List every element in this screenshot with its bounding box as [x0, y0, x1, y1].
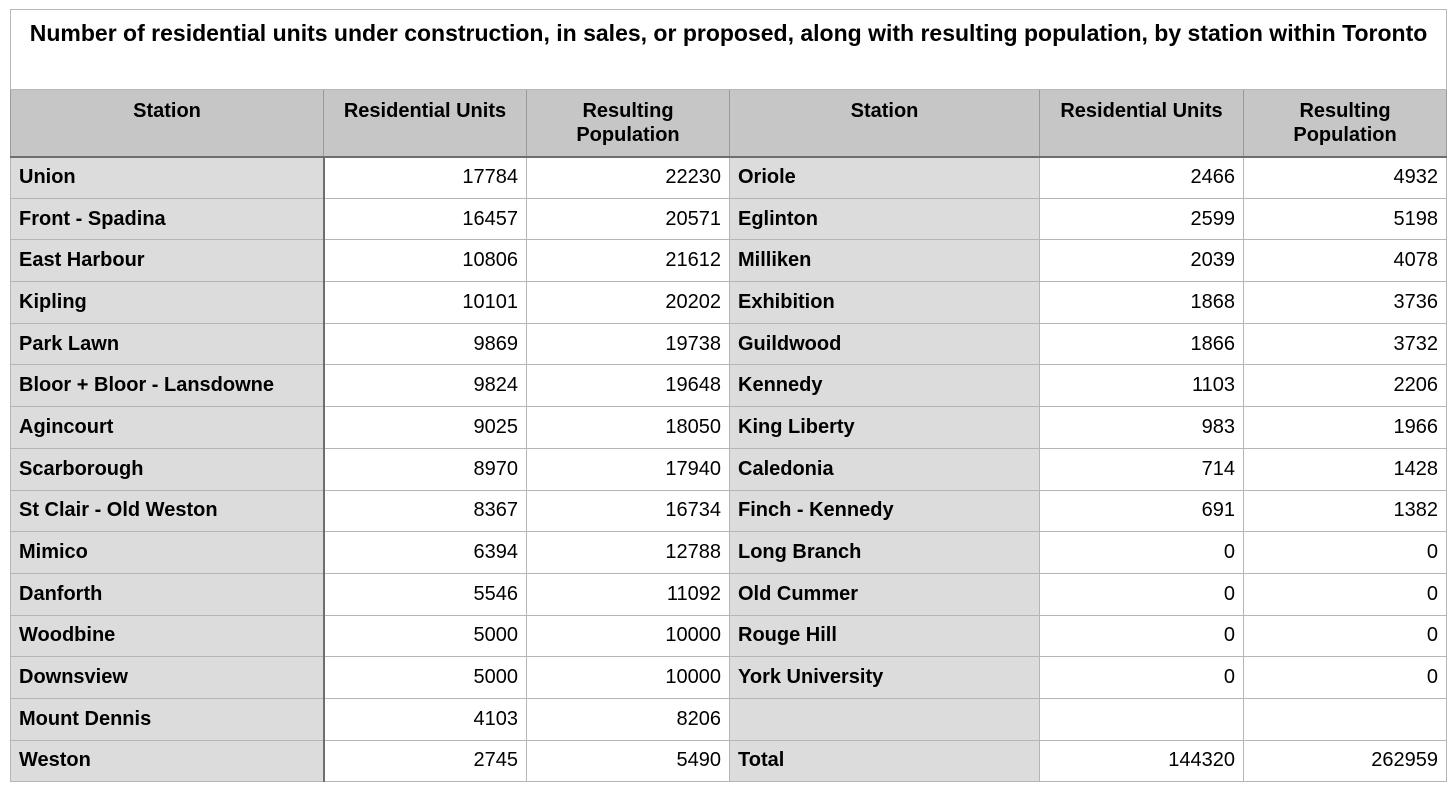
cell-left-population: 19738 — [527, 323, 730, 365]
cell-left-station: Weston — [11, 740, 324, 782]
cell-right-station — [730, 698, 1040, 740]
cell-right-population: 4932 — [1244, 157, 1447, 199]
cell-right-population: 1382 — [1244, 490, 1447, 532]
cell-right-units: 714 — [1040, 448, 1244, 490]
cell-left-station: Scarborough — [11, 448, 324, 490]
cell-right-population: 0 — [1244, 657, 1447, 699]
cell-left-units: 5000 — [324, 657, 527, 699]
cell-right-population: 2206 — [1244, 365, 1447, 407]
table-row — [11, 157, 1447, 199]
cell-left-population: 12788 — [527, 532, 730, 574]
table-row — [11, 573, 1447, 615]
table-row — [11, 532, 1447, 574]
cell-right-population: 3732 — [1244, 323, 1447, 365]
cell-right-units: 2039 — [1040, 240, 1244, 282]
cell-left-units: 10806 — [324, 240, 527, 282]
cell-left-units: 8970 — [324, 448, 527, 490]
table-row — [11, 698, 1447, 740]
cell-left-population: 20571 — [527, 198, 730, 240]
cell-left-population: 16734 — [527, 490, 730, 532]
table-row — [11, 407, 1447, 449]
cell-right-units: 0 — [1040, 615, 1244, 657]
cell-right-units: 0 — [1040, 573, 1244, 615]
cell-left-station: Kipling — [11, 282, 324, 324]
cell-right-station: Caledonia — [730, 448, 1040, 490]
cell-right-station: Old Cummer — [730, 573, 1040, 615]
cell-right-station: Kennedy — [730, 365, 1040, 407]
cell-right-population: 4078 — [1244, 240, 1447, 282]
table-row — [11, 740, 1447, 782]
cell-left-population: 8206 — [527, 698, 730, 740]
header-row — [11, 90, 1447, 157]
cell-left-station: Park Lawn — [11, 323, 324, 365]
table-row — [11, 365, 1447, 407]
cell-left-station: Danforth — [11, 573, 324, 615]
cell-left-units: 8367 — [324, 490, 527, 532]
cell-left-population: 18050 — [527, 407, 730, 449]
cell-right-station: Rouge Hill — [730, 615, 1040, 657]
cell-left-population: 21612 — [527, 240, 730, 282]
cell-right-population: 3736 — [1244, 282, 1447, 324]
header-station-left: Station — [11, 90, 324, 157]
cell-right-station: York University — [730, 657, 1040, 699]
header-population-right: Resulting Population — [1244, 90, 1447, 157]
table-row — [11, 240, 1447, 282]
cell-left-units: 5000 — [324, 615, 527, 657]
cell-right-population: 5198 — [1244, 198, 1447, 240]
cell-right-units: 0 — [1040, 532, 1244, 574]
cell-right-station: Milliken — [730, 240, 1040, 282]
cell-left-population: 20202 — [527, 282, 730, 324]
cell-left-station: Agincourt — [11, 407, 324, 449]
cell-right-population: 0 — [1244, 573, 1447, 615]
cell-right-station: Long Branch — [730, 532, 1040, 574]
cell-left-population: 10000 — [527, 615, 730, 657]
cell-right-station: Total — [730, 740, 1040, 782]
cell-left-station: Front - Spadina — [11, 198, 324, 240]
cell-left-units: 4103 — [324, 698, 527, 740]
cell-left-population: 5490 — [527, 740, 730, 782]
table-row — [11, 282, 1447, 324]
table-title: Number of residential units under construction, in sales, or proposed, along with resulting population, by station within Toronto — [11, 10, 1447, 90]
header-population-left: Resulting Population — [527, 90, 730, 157]
cell-right-population — [1244, 698, 1447, 740]
cell-right-station: Guildwood — [730, 323, 1040, 365]
table-body — [11, 157, 1447, 782]
header-station-right: Station — [730, 90, 1040, 157]
cell-left-units: 9869 — [324, 323, 527, 365]
table-row — [11, 448, 1447, 490]
cell-right-units: 691 — [1040, 490, 1244, 532]
cell-right-units — [1040, 698, 1244, 740]
cell-left-station: Woodbine — [11, 615, 324, 657]
cell-right-units: 144320 — [1040, 740, 1244, 782]
cell-right-population: 0 — [1244, 532, 1447, 574]
station-units-table — [10, 9, 1447, 782]
cell-left-population: 22230 — [527, 157, 730, 199]
cell-left-units: 16457 — [324, 198, 527, 240]
cell-left-units: 6394 — [324, 532, 527, 574]
cell-left-population: 10000 — [527, 657, 730, 699]
cell-right-units: 1868 — [1040, 282, 1244, 324]
cell-right-units: 1866 — [1040, 323, 1244, 365]
cell-left-units: 5546 — [324, 573, 527, 615]
cell-left-station: Union — [11, 157, 324, 199]
cell-left-units: 17784 — [324, 157, 527, 199]
cell-right-units: 2599 — [1040, 198, 1244, 240]
cell-right-population: 0 — [1244, 615, 1447, 657]
table-row — [11, 657, 1447, 699]
cell-right-station: Exhibition — [730, 282, 1040, 324]
cell-right-station: Oriole — [730, 157, 1040, 199]
table-row — [11, 615, 1447, 657]
cell-left-station: St Clair - Old Weston — [11, 490, 324, 532]
cell-right-units: 1103 — [1040, 365, 1244, 407]
cell-left-station: Downsview — [11, 657, 324, 699]
header-units-right: Residential Units — [1040, 90, 1244, 157]
cell-right-population: 1966 — [1244, 407, 1447, 449]
cell-left-station: East Harbour — [11, 240, 324, 282]
cell-left-units: 2745 — [324, 740, 527, 782]
cell-right-station: King Liberty — [730, 407, 1040, 449]
cell-left-station: Bloor + Bloor - Lansdowne — [11, 365, 324, 407]
cell-right-population: 262959 — [1244, 740, 1447, 782]
cell-right-units: 2466 — [1040, 157, 1244, 199]
table-row — [11, 490, 1447, 532]
cell-left-units: 9824 — [324, 365, 527, 407]
cell-left-units: 9025 — [324, 407, 527, 449]
header-units-left: Residential Units — [324, 90, 527, 157]
cell-right-station: Finch - Kennedy — [730, 490, 1040, 532]
cell-right-units: 0 — [1040, 657, 1244, 699]
cell-right-population: 1428 — [1244, 448, 1447, 490]
cell-right-units: 983 — [1040, 407, 1244, 449]
data-table-frame — [10, 9, 1446, 779]
cell-left-population: 17940 — [527, 448, 730, 490]
cell-left-station: Mimico — [11, 532, 324, 574]
table-row — [11, 323, 1447, 365]
table-row — [11, 198, 1447, 240]
cell-left-population: 19648 — [527, 365, 730, 407]
cell-left-station: Mount Dennis — [11, 698, 324, 740]
cell-left-units: 10101 — [324, 282, 527, 324]
cell-left-population: 11092 — [527, 573, 730, 615]
cell-right-station: Eglinton — [730, 198, 1040, 240]
